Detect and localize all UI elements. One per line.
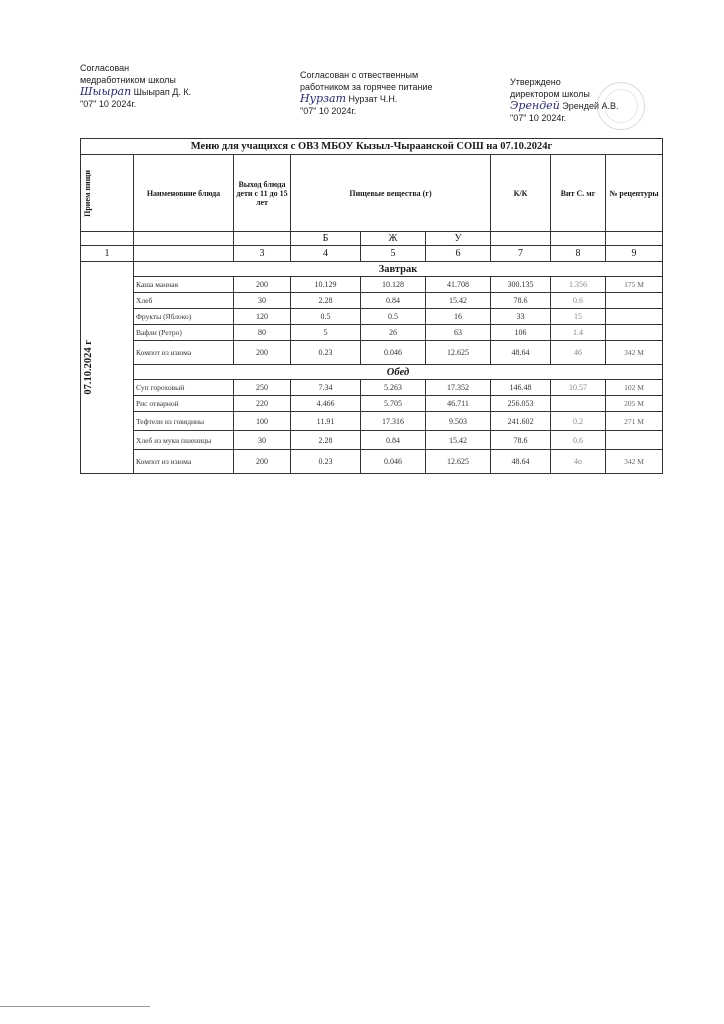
meal-row-0	[81, 262, 663, 277]
yield-cell: 200	[234, 450, 291, 474]
header-recipe: № рецептуры	[606, 155, 663, 232]
table-row	[81, 396, 663, 412]
header-row	[81, 155, 663, 232]
approval-medical-line-3: Шыырап Д. К.	[133, 87, 192, 97]
approval-food-sign-row	[300, 93, 432, 105]
col-num-1: 1	[81, 246, 134, 262]
protein-cell: 2.28	[291, 431, 361, 450]
approval-director-line-2: директором школы	[510, 89, 590, 99]
recipe-number-cell	[606, 293, 663, 309]
table-row	[81, 412, 663, 431]
protein-cell: 11.91	[291, 412, 361, 431]
kcal-cell: 78.6	[491, 431, 551, 450]
fat-cell: 0.84	[361, 431, 426, 450]
approval-food-service	[300, 69, 432, 117]
fat-cell: 0.84	[361, 293, 426, 309]
recipe-number-cell: 102 М	[606, 380, 663, 396]
subheader-u: У	[426, 232, 491, 246]
table-row	[81, 309, 663, 325]
col-num-6: 6	[426, 246, 491, 262]
recipe-number-cell: 342 М	[606, 341, 663, 365]
subheader-b: Б	[291, 232, 361, 246]
empty-cell	[134, 232, 234, 246]
vitamin-c-cell: 0.6	[551, 293, 606, 309]
recipe-number-cell	[606, 325, 663, 341]
protein-cell: 0.23	[291, 341, 361, 365]
approval-medical-line-2: медработником школы	[80, 75, 176, 85]
kcal-cell: 241.602	[491, 412, 551, 431]
menu-table	[80, 138, 663, 474]
empty-cell	[81, 232, 134, 246]
approval-director-line-1: Утверждено	[510, 77, 561, 87]
carbs-cell: 12.625	[426, 341, 491, 365]
fat-cell: 10.128	[361, 277, 426, 293]
yield-cell: 200	[234, 277, 291, 293]
vitamin-c-cell: 1.4	[551, 325, 606, 341]
vitamin-c-cell: 10.57	[551, 380, 606, 396]
vitamin-c-cell	[551, 396, 606, 412]
col-num-8: 8	[551, 246, 606, 262]
carbs-cell: 46.711	[426, 396, 491, 412]
carbs-cell: 17.352	[426, 380, 491, 396]
recipe-number-cell	[606, 309, 663, 325]
recipe-number-cell	[606, 431, 663, 450]
yield-cell: 120	[234, 309, 291, 325]
table-row	[81, 293, 663, 309]
header-kk: К/К	[491, 155, 551, 232]
col-num-5: 5	[361, 246, 426, 262]
empty-cell	[491, 232, 551, 246]
table-row	[81, 277, 663, 293]
kcal-cell: 106	[491, 325, 551, 341]
nutrient-subheader-row	[81, 232, 663, 246]
col-num-9: 9	[606, 246, 663, 262]
header-dish-name: Наименовние блюда	[134, 155, 234, 232]
approval-medical-line-4: "07" 10 2024г.	[80, 99, 137, 109]
yield-cell: 200	[234, 341, 291, 365]
fat-cell: 5.263	[361, 380, 426, 396]
protein-cell: 0.23	[291, 450, 361, 474]
header-meal	[81, 155, 134, 232]
table-row	[81, 341, 663, 365]
vitamin-c-cell: 15	[551, 309, 606, 325]
kcal-cell: 300.135	[491, 277, 551, 293]
approval-medical-sign-row	[80, 86, 191, 98]
yield-cell: 30	[234, 431, 291, 450]
dish-name-cell: Вафли (Ретро)	[134, 325, 234, 341]
vitamin-c-cell: 0.2	[551, 412, 606, 431]
kcal-cell: 48.64	[491, 341, 551, 365]
vitamin-c-cell: 1.356	[551, 277, 606, 293]
protein-cell: 7.34	[291, 380, 361, 396]
yield-cell: 80	[234, 325, 291, 341]
kcal-cell: 48.64	[491, 450, 551, 474]
approval-food-line-3: Нурзат Ч.Н.	[348, 94, 398, 104]
carbs-cell: 15.42	[426, 431, 491, 450]
page-bottom-rule	[0, 1006, 150, 1007]
fat-cell: 5.705	[361, 396, 426, 412]
meal-row-1	[81, 365, 663, 380]
approval-director-line-3: Эрендей А.В.	[562, 101, 619, 111]
dish-name-cell: Каша манная	[134, 277, 234, 293]
signature-mark: Эрендей	[510, 99, 560, 112]
protein-cell: 0.5	[291, 309, 361, 325]
meal-title: Обед	[134, 365, 663, 380]
carbs-cell: 16	[426, 309, 491, 325]
fat-cell: 0.046	[361, 341, 426, 365]
kcal-cell: 146.48	[491, 380, 551, 396]
carbs-cell: 12.625	[426, 450, 491, 474]
recipe-number-cell: 205 М	[606, 396, 663, 412]
col-num-7: 7	[491, 246, 551, 262]
signature-mark: Нурзат	[300, 92, 347, 105]
header-meal-label: Прием пищи	[83, 169, 92, 217]
carbs-cell: 41.708	[426, 277, 491, 293]
kcal-cell: 78.6	[491, 293, 551, 309]
table-row	[81, 431, 663, 450]
protein-cell: 10.129	[291, 277, 361, 293]
empty-cell	[606, 232, 663, 246]
carbs-cell: 63	[426, 325, 491, 341]
menu-title: Меню для учащихся с ОВЗ МБОУ Кызыл-Чыраанской СОШ на 07.10.2024г	[81, 139, 663, 155]
header-vitamin-c: Вит С. мг	[551, 155, 606, 232]
stamp-seal	[597, 82, 645, 130]
carbs-cell: 9.503	[426, 412, 491, 431]
column-number-row	[81, 246, 663, 262]
dish-name-cell: Хлеб из муки пшеницы	[134, 431, 234, 450]
menu-date: 07.10.2024 г	[83, 340, 94, 395]
vitamin-c-cell: 46	[551, 341, 606, 365]
table-row	[81, 450, 663, 474]
dish-name-cell: Фрукты (Яблоко)	[134, 309, 234, 325]
vitamin-c-cell: 4о	[551, 450, 606, 474]
table-row	[81, 380, 663, 396]
carbs-cell: 15.42	[426, 293, 491, 309]
yield-cell: 100	[234, 412, 291, 431]
approval-food-line-2: работником за горячее питание	[300, 82, 433, 92]
approval-director-line-4: "07" 10 2024г.	[510, 113, 567, 123]
menu-date-cell	[81, 262, 134, 474]
dish-name-cell: Хлеб	[134, 293, 234, 309]
approval-medical	[80, 62, 191, 110]
recipe-number-cell: 271 М	[606, 412, 663, 431]
yield-cell: 30	[234, 293, 291, 309]
protein-cell: 4.466	[291, 396, 361, 412]
col-num-4: 4	[291, 246, 361, 262]
fat-cell: 26	[361, 325, 426, 341]
subheader-zh: Ж	[361, 232, 426, 246]
yield-cell: 250	[234, 380, 291, 396]
kcal-cell: 33	[491, 309, 551, 325]
fat-cell: 0.046	[361, 450, 426, 474]
dish-name-cell: Компот из изюма	[134, 341, 234, 365]
empty-cell	[551, 232, 606, 246]
signature-mark: Шыырап	[80, 85, 132, 98]
approval-food-line-4: "07" 10 2024г.	[300, 106, 357, 116]
dish-name-cell: Рис отварной	[134, 396, 234, 412]
dish-name-cell: Компот из изюма	[134, 450, 234, 474]
fat-cell: 17.316	[361, 412, 426, 431]
approval-medical-line-1: Согласован	[80, 63, 130, 73]
fat-cell: 0.5	[361, 309, 426, 325]
approval-food-line-1: Согласован с отвественным	[300, 70, 419, 80]
col-num-2	[134, 246, 234, 262]
dish-name-cell: Тефтели из говядины	[134, 412, 234, 431]
recipe-number-cell: 342 М	[606, 450, 663, 474]
dish-name-cell: Суп гороховый	[134, 380, 234, 396]
recipe-number-cell: 175 М	[606, 277, 663, 293]
protein-cell: 5	[291, 325, 361, 341]
header-nutrients: Пищевые вещества (г)	[291, 155, 491, 232]
vitamin-c-cell: 0.6	[551, 431, 606, 450]
meal-title: Завтрак	[134, 262, 663, 277]
kcal-cell: 256.053	[491, 396, 551, 412]
yield-cell: 220	[234, 396, 291, 412]
empty-cell	[234, 232, 291, 246]
header-yield: Выход блюда дети с 11 до 15 лет	[234, 155, 291, 232]
table-row	[81, 325, 663, 341]
protein-cell: 2.28	[291, 293, 361, 309]
col-num-3: 3	[234, 246, 291, 262]
